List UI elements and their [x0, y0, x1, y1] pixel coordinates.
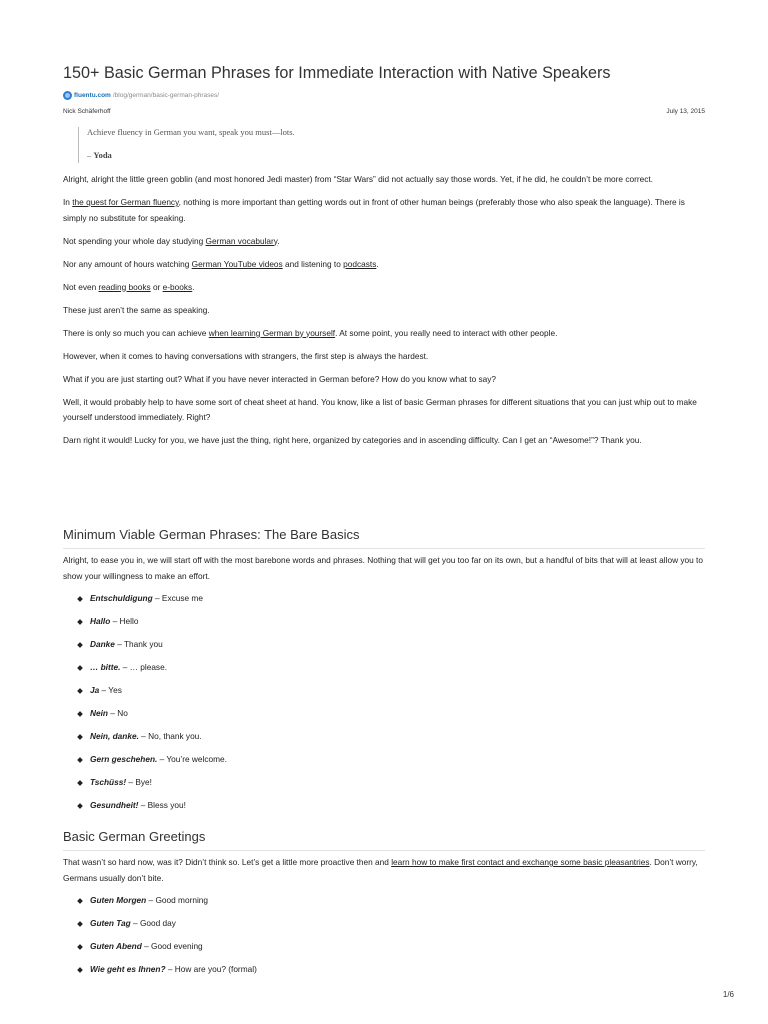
- list-item: [63, 614, 705, 637]
- list-item: [63, 591, 705, 614]
- phrase-english: – Thank you: [114, 639, 163, 649]
- list-item: [63, 752, 705, 775]
- bullet-icon: [77, 734, 83, 740]
- list-item: [63, 775, 705, 798]
- source-domain: fluentu.com: [74, 92, 111, 99]
- list-item: [63, 683, 705, 706]
- phrase-english: – Bye!: [126, 777, 152, 787]
- quote-author: Yoda: [93, 150, 112, 160]
- divider: [63, 850, 705, 851]
- list-item: [63, 962, 705, 985]
- bullet-icon: [77, 780, 83, 786]
- bullet-icon: [77, 803, 83, 809]
- text: Not even: [63, 281, 99, 292]
- bullet-icon: [77, 665, 83, 671]
- phrase-english: – Good day: [130, 918, 176, 928]
- text: In: [63, 197, 73, 207]
- bullet-icon: [77, 944, 83, 950]
- phrase-german: Nein, danke.: [90, 731, 139, 741]
- link-reading-books[interactable]: reading books: [98, 281, 151, 292]
- section-greetings: [63, 855, 705, 985]
- phrase-list: [63, 591, 705, 821]
- text: . At some point, you really need to interact with other people.: [335, 327, 558, 338]
- bullet-icon: [77, 921, 83, 927]
- text: Not spending your whole day studying: [63, 235, 206, 246]
- text: .: [192, 281, 195, 292]
- text: That wasn’t so hard now, was it? Didn’t think so. Let’s get a little more proactive then and: [63, 857, 392, 867]
- phrase-english: – Excuse me: [152, 593, 203, 603]
- quote-dash: –: [87, 150, 94, 160]
- phrase-english: – You’re welcome.: [157, 754, 227, 764]
- list-item: [63, 637, 705, 660]
- phrase-german: Guten Morgen: [90, 895, 147, 905]
- phrase-english: – How are you? (formal): [165, 964, 257, 974]
- text: . Don’t worry, Germans usually don’t bite.: [63, 857, 698, 883]
- intro-paragraph-6: These just aren’t the same as speaking.: [63, 304, 210, 315]
- article-title: 150+ Basic German Phrases for Immediate Interaction with Native Speakers: [63, 64, 611, 82]
- author-name: Nick Schäferhoff: [63, 108, 111, 115]
- source-path: /blog/german/basic-german-phrases/: [112, 92, 220, 99]
- phrase-german: Nein: [90, 708, 108, 718]
- section-title: Minimum Viable German Phrases: The Bare Basics: [63, 527, 360, 542]
- phrase-english: – Hello: [110, 616, 139, 626]
- intro-paragraph-1: Alright, alright the little green goblin (and most honored Jedi master) from “Star Wars” did not actually say those words. Yet, if he did, he couldn’t be more correct.: [63, 174, 653, 184]
- source-url[interactable]: [63, 91, 219, 100]
- intro-paragraph-5: [63, 280, 705, 296]
- phrase-german: Guten Abend: [90, 941, 142, 951]
- text: .: [277, 235, 280, 246]
- list-item: [63, 916, 705, 939]
- bullet-icon: [77, 711, 83, 717]
- link-e-books[interactable]: e-books: [162, 281, 193, 292]
- publish-date: July 13, 2015: [666, 108, 705, 115]
- section-intro: Alright, to ease you in, we will start off with the most barebone words and phrases. Nothing that will get you too far on its own, but a handful of bits that will at least allow you to show your willingness to make an effort.: [63, 555, 703, 581]
- list-item: [63, 729, 705, 752]
- phrase-german: Gesundheit!: [90, 800, 139, 810]
- quote-attribution: [87, 150, 295, 161]
- bullet-icon: [77, 898, 83, 904]
- bullet-icon: [77, 596, 83, 602]
- text: Nor any amount of hours watching: [63, 258, 192, 269]
- phrase-german: Gern geschehen.: [90, 754, 158, 764]
- phrase-german: Entschuldigung: [90, 593, 153, 603]
- list-item: [63, 660, 705, 683]
- phrase-english: – Bless you!: [138, 800, 186, 810]
- phrase-german: Wie geht es Ihnen?: [90, 964, 166, 974]
- link-podcasts[interactable]: podcasts: [343, 258, 377, 269]
- phrase-german: … bitte.: [90, 662, 121, 672]
- intro-paragraph-8: However, when it comes to having conversations with strangers, the first step is always the hardest.: [63, 350, 429, 361]
- divider: [63, 548, 705, 549]
- page-number: 1/6: [722, 990, 734, 999]
- section-heading-bare-basics: [63, 527, 705, 549]
- section-heading-greetings: [63, 829, 705, 851]
- bullet-icon: [77, 688, 83, 694]
- link-german-vocabulary[interactable]: German vocabulary: [205, 235, 278, 246]
- bullet-icon: [77, 757, 83, 763]
- list-item: [63, 939, 705, 962]
- phrase-list: [63, 893, 705, 985]
- phrase-english: – Good morning: [146, 895, 209, 905]
- intro-paragraph-10: Well, it would probably help to have some sort of cheat sheet at hand. You know, like a list of basic German phrases for different situations that you can just whip out to make yourself understood immediately. Right?: [63, 396, 697, 422]
- bullet-icon: [77, 619, 83, 625]
- phrase-german: Danke: [90, 639, 115, 649]
- text: and listening to: [282, 258, 344, 269]
- fluentu-logo-icon: [63, 91, 72, 100]
- phrase-english: – Yes: [99, 685, 122, 695]
- list-item: [63, 706, 705, 729]
- intro-paragraph-7: [63, 326, 705, 342]
- phrase-german: Guten Tag: [90, 918, 131, 928]
- phrase-german: Ja: [90, 685, 100, 695]
- intro-paragraph-3: [63, 234, 705, 250]
- phrase-english: – … please.: [120, 662, 168, 672]
- link-quest-german-fluency[interactable]: the quest for German fluency: [72, 197, 179, 207]
- section-bare-basics: [63, 553, 705, 821]
- section-intro: [63, 855, 705, 886]
- link-learning-german-by-yourself[interactable]: when learning German by yourself: [208, 327, 336, 338]
- list-item: [63, 798, 705, 821]
- bullet-icon: [77, 967, 83, 973]
- phrase-english: – Good evening: [141, 941, 203, 951]
- text: There is only so much you can achieve: [63, 327, 209, 338]
- intro-paragraph-2: [63, 195, 705, 226]
- list-item: [63, 893, 705, 916]
- link-german-youtube-videos[interactable]: German YouTube videos: [191, 258, 283, 269]
- blockquote: [78, 127, 295, 163]
- phrase-german: Hallo: [90, 616, 111, 626]
- intro-paragraph-9: What if you are just starting out? What if you have never interacted in German before? How do you know what to say?: [63, 373, 497, 384]
- text: .: [376, 258, 379, 269]
- phrase-german: Tschüss!: [90, 777, 127, 787]
- link-first-contact-pleasantries[interactable]: learn how to make first contact and exchange some basic pleasantries: [391, 857, 650, 867]
- phrase-english: – No, thank you.: [138, 731, 202, 741]
- bullet-icon: [77, 642, 83, 648]
- section-title: Basic German Greetings: [63, 829, 206, 844]
- quote-text: Achieve fluency in German you want, speak you must—lots.: [87, 127, 295, 137]
- phrase-english: – No: [107, 708, 128, 718]
- text: , nothing is more important than getting words out in front of other human beings (preferably those who also speak the language). There is simply no substitute for speaking.: [63, 197, 685, 223]
- intro-paragraph-11: Darn right it would! Lucky for you, we have just the thing, right here, organized by categories and in ascending difficulty. Can I get an “Awesome!”? Thank you.: [63, 435, 642, 445]
- intro-paragraph-4: [63, 257, 705, 273]
- text: or: [150, 281, 163, 292]
- article-intro: [63, 172, 705, 456]
